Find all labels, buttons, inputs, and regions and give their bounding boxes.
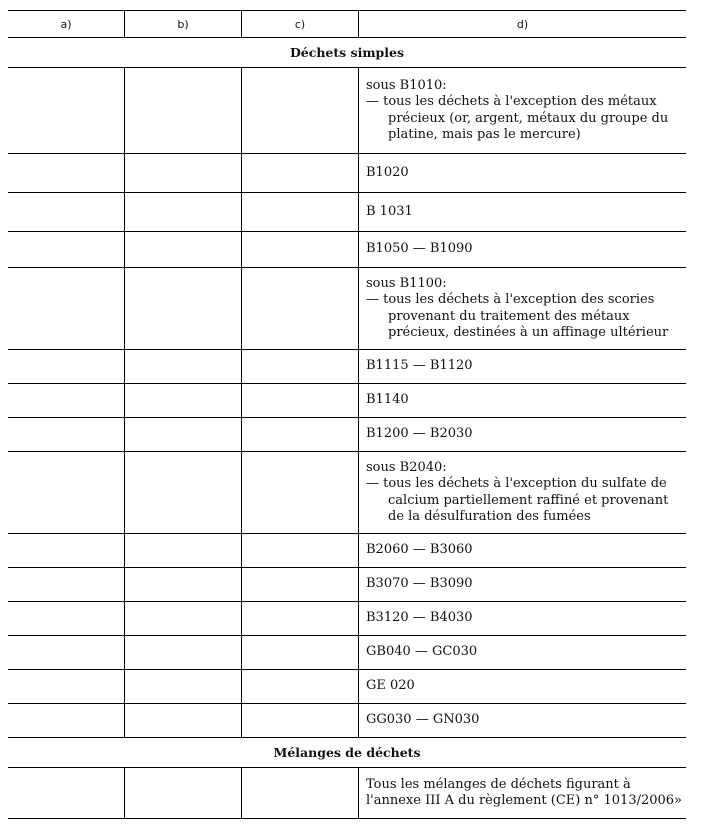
cell-c	[242, 193, 359, 231]
cell-d	[359, 704, 686, 737]
cell-b	[125, 268, 242, 349]
cell-c	[242, 670, 359, 703]
waste-code: B 1031	[366, 203, 413, 219]
waste-code: GG030 — GN030	[366, 712, 480, 728]
table-body	[8, 38, 686, 818]
cell-c	[242, 154, 359, 192]
table-row	[8, 350, 686, 384]
cell-b	[125, 636, 242, 669]
cell-d	[359, 154, 686, 192]
cell-a	[8, 534, 125, 567]
table-row	[8, 568, 686, 602]
table-row	[8, 602, 686, 636]
cell-b	[125, 68, 242, 153]
cell-b	[125, 534, 242, 567]
table-row	[8, 670, 686, 704]
cell-d	[359, 268, 686, 349]
cell-c	[242, 384, 359, 417]
cell-b	[125, 384, 242, 417]
cell-d	[359, 384, 686, 417]
cell-d	[359, 232, 686, 267]
cell-d	[359, 636, 686, 669]
cell-c	[242, 68, 359, 153]
waste-code: B3120 — B4030	[366, 610, 473, 626]
cell-b	[125, 232, 242, 267]
cell-c	[242, 232, 359, 267]
cell-a	[8, 636, 125, 669]
cell-c	[242, 704, 359, 737]
cell-c	[242, 534, 359, 567]
waste-code: B2060 — B3060	[366, 542, 473, 558]
table-row	[8, 384, 686, 418]
cell-c	[242, 268, 359, 349]
table-row	[8, 193, 686, 232]
cell-b	[125, 193, 242, 231]
cell-d	[359, 670, 686, 703]
column-header-a: a)	[8, 11, 125, 37]
cell-c	[242, 452, 359, 533]
cell-b	[125, 704, 242, 737]
cell-d	[359, 193, 686, 231]
cell-a	[8, 670, 125, 703]
table-row	[8, 452, 686, 534]
cell-b	[125, 768, 242, 818]
column-header-b: b)	[125, 11, 242, 37]
waste-code: sous B1010:	[366, 77, 447, 93]
exception-note: — tous les déchets à l'exception des métaux précieux (or, argent, métaux du groupe du platine, mais pas le mercure)	[366, 94, 669, 142]
cell-d	[359, 534, 686, 567]
table-row	[8, 268, 686, 350]
cell-d	[359, 768, 686, 818]
cell-a	[8, 602, 125, 635]
cell-d	[359, 350, 686, 383]
waste-code: Tous les mélanges de déchets figurant à l'annexe III A du règlement (CE) n° 1013/2006»	[366, 776, 683, 808]
cell-c	[242, 350, 359, 383]
waste-code: GE 020	[366, 678, 415, 694]
cell-b	[125, 418, 242, 451]
cell-a	[8, 768, 125, 818]
waste-code: B1140	[366, 392, 409, 408]
cell-a	[8, 568, 125, 601]
table-row	[8, 154, 686, 193]
cell-a	[8, 154, 125, 192]
cell-a	[8, 193, 125, 231]
cell-b	[125, 670, 242, 703]
cell-a	[8, 704, 125, 737]
cell-c	[242, 568, 359, 601]
cell-a	[8, 232, 125, 267]
table-row	[8, 636, 686, 670]
table-row	[8, 768, 686, 818]
cell-b	[125, 452, 242, 533]
cell-c	[242, 768, 359, 818]
waste-code: B1200 — B2030	[366, 426, 473, 442]
waste-code: sous B1100:	[366, 275, 447, 291]
column-header-d: d)	[516, 17, 529, 31]
cell-b	[125, 350, 242, 383]
exception-note: — tous les déchets à l'exception des scories provenant du traitement des métaux précieux, destinées à un affinage ultérieur	[366, 292, 669, 340]
header-row	[8, 11, 686, 38]
cell-b	[125, 568, 242, 601]
cell-a	[8, 350, 125, 383]
cell-d	[359, 602, 686, 635]
waste-code: GB040 — GC030	[366, 644, 478, 660]
cell-c	[242, 636, 359, 669]
cell-a	[8, 384, 125, 417]
exception-note: — tous les déchets à l'exception du sulfate de calcium partiellement raffiné et provenant de la désulfuration des fumées	[366, 476, 669, 524]
cell-d	[359, 68, 686, 153]
waste-code: sous B2040:	[366, 459, 447, 475]
cell-a	[8, 452, 125, 533]
table-row	[8, 418, 686, 452]
waste-code: B1050 — B1090	[366, 241, 473, 257]
cell-b	[125, 602, 242, 635]
cell-a	[8, 268, 125, 349]
waste-code: B1115 — B1120	[366, 358, 473, 374]
column-header-c: c)	[242, 11, 359, 37]
waste-code: B1020	[366, 164, 409, 180]
waste-code: B3070 — B3090	[366, 576, 473, 592]
cell-a	[8, 68, 125, 153]
table-row	[8, 68, 686, 154]
table-row	[8, 704, 686, 738]
cell-c	[242, 602, 359, 635]
cell-a	[8, 418, 125, 451]
waste-table	[8, 10, 686, 819]
cell-b	[125, 154, 242, 192]
cell-d	[359, 568, 686, 601]
table-row	[8, 534, 686, 568]
cell-d	[359, 452, 686, 533]
cell-d	[359, 418, 686, 451]
section-title: Mélanges de déchets	[8, 738, 686, 768]
cell-c	[242, 418, 359, 451]
section-title: Déchets simples	[8, 38, 686, 68]
table-row	[8, 232, 686, 268]
